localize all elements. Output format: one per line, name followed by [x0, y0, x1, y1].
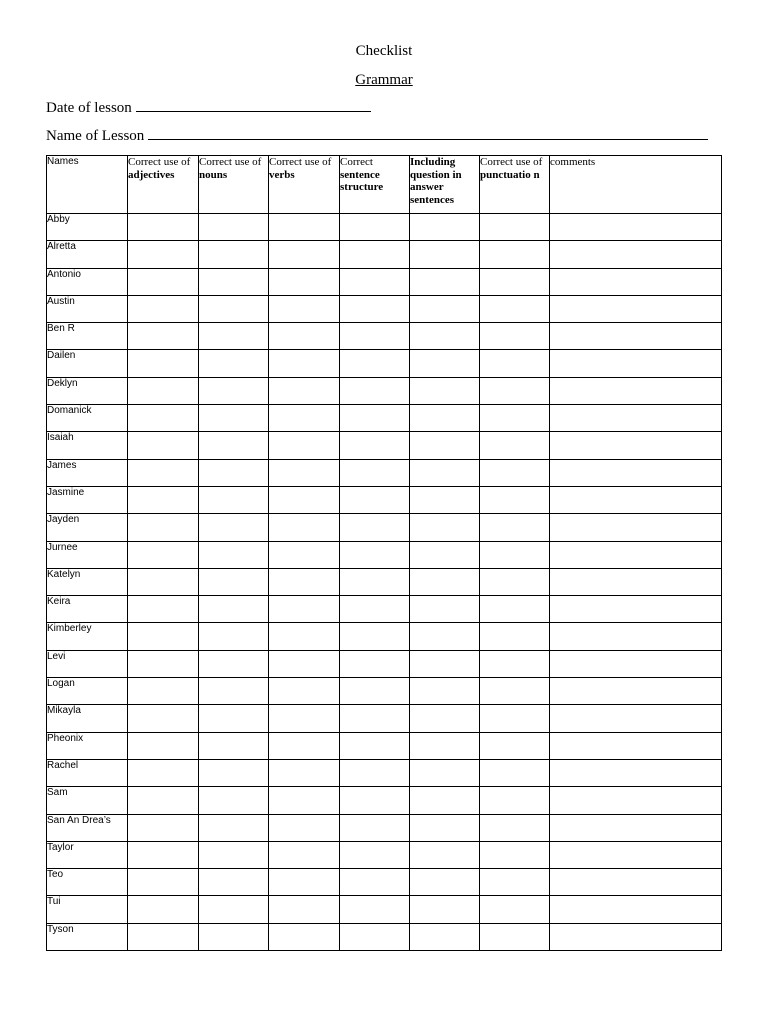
comments-cell[interactable] — [550, 377, 722, 404]
verbs-cell[interactable] — [269, 678, 340, 705]
comments-cell[interactable] — [550, 486, 722, 513]
punctuation-cell[interactable] — [480, 214, 550, 241]
verbs-cell[interactable] — [269, 323, 340, 350]
verbs-cell[interactable] — [269, 732, 340, 759]
adjectives-cell[interactable] — [128, 732, 199, 759]
comments-cell[interactable] — [550, 787, 722, 814]
comments-cell[interactable] — [550, 350, 722, 377]
including-question-cell[interactable] — [410, 295, 480, 322]
student-row — [47, 841, 722, 868]
adjectives-cell[interactable] — [128, 514, 199, 541]
student-row — [47, 323, 722, 350]
including-question-cell[interactable] — [410, 623, 480, 650]
adjectives-cell[interactable] — [128, 650, 199, 677]
including-question-cell[interactable] — [410, 787, 480, 814]
punctuation-cell[interactable] — [480, 459, 550, 486]
comments-cell[interactable] — [550, 541, 722, 568]
column-header-keyword: nouns — [199, 168, 228, 181]
nouns-cell[interactable] — [199, 323, 269, 350]
student-name: Rachel — [47, 759, 128, 786]
student-name: Mikayla — [47, 705, 128, 732]
sentence-structure-cell[interactable] — [340, 596, 410, 623]
header-row — [47, 156, 722, 214]
adjectives-cell[interactable] — [128, 759, 199, 786]
sentence-structure-cell[interactable] — [340, 432, 410, 459]
comments-cell[interactable] — [550, 214, 722, 241]
student-name: Taylor — [47, 841, 128, 868]
adjectives-cell[interactable] — [128, 787, 199, 814]
verbs-cell[interactable] — [269, 268, 340, 295]
student-row — [47, 241, 722, 268]
including-question-cell[interactable] — [410, 732, 480, 759]
comments-cell[interactable] — [550, 841, 722, 868]
nouns-cell[interactable] — [199, 459, 269, 486]
student-name: San An Drea’s — [47, 814, 128, 841]
date-of-lesson-blank[interactable] — [136, 99, 371, 112]
comments-cell[interactable] — [550, 514, 722, 541]
student-row — [47, 568, 722, 595]
nouns-cell[interactable] — [199, 759, 269, 786]
column-header-keyword: sentence structure — [340, 168, 384, 193]
punctuation-cell[interactable] — [480, 841, 550, 868]
adjectives-cell[interactable] — [128, 623, 199, 650]
name-of-lesson-label: Name of Lesson — [46, 128, 145, 144]
student-row — [47, 869, 722, 896]
student-name: Jurnee — [47, 541, 128, 568]
nouns-cell[interactable] — [199, 732, 269, 759]
date-of-lesson-field — [46, 99, 371, 117]
adjectives-cell[interactable] — [128, 350, 199, 377]
comments-cell[interactable] — [550, 459, 722, 486]
comments-cell[interactable] — [550, 896, 722, 923]
punctuation-cell[interactable] — [480, 350, 550, 377]
nouns-cell[interactable] — [199, 432, 269, 459]
student-name: Keira — [47, 596, 128, 623]
adjectives-cell[interactable] — [128, 923, 199, 950]
including-question-cell[interactable] — [410, 486, 480, 513]
nouns-cell[interactable] — [199, 541, 269, 568]
verbs-cell[interactable] — [269, 350, 340, 377]
student-row — [47, 814, 722, 841]
student-name: Pheonix — [47, 732, 128, 759]
nouns-cell[interactable] — [199, 568, 269, 595]
verbs-cell[interactable] — [269, 214, 340, 241]
sentence-structure-cell[interactable] — [340, 923, 410, 950]
punctuation-cell[interactable] — [480, 323, 550, 350]
sentence-structure-cell[interactable] — [340, 814, 410, 841]
adjectives-cell[interactable] — [128, 596, 199, 623]
including-question-cell[interactable] — [410, 596, 480, 623]
column-header-keyword: adjectives — [128, 168, 175, 181]
punctuation-cell[interactable] — [480, 405, 550, 432]
student-name: Levi — [47, 650, 128, 677]
comments-cell[interactable] — [550, 623, 722, 650]
including-question-cell[interactable] — [410, 350, 480, 377]
student-name: Isaiah — [47, 432, 128, 459]
nouns-cell[interactable] — [199, 650, 269, 677]
comments-cell[interactable] — [550, 759, 722, 786]
verbs-cell[interactable] — [269, 896, 340, 923]
sentence-structure-cell[interactable] — [340, 377, 410, 404]
sentence-structure-cell[interactable] — [340, 678, 410, 705]
including-question-cell[interactable] — [410, 377, 480, 404]
student-name: Sam — [47, 787, 128, 814]
comments-cell[interactable] — [550, 732, 722, 759]
punctuation-cell[interactable] — [480, 896, 550, 923]
verbs-cell[interactable] — [269, 596, 340, 623]
including-question-cell[interactable] — [410, 814, 480, 841]
student-row — [47, 214, 722, 241]
nouns-cell[interactable] — [199, 377, 269, 404]
sentence-structure-cell[interactable] — [340, 459, 410, 486]
sentence-structure-cell[interactable] — [340, 705, 410, 732]
column-header-comments — [550, 156, 722, 214]
column-header-including-question — [410, 156, 480, 214]
checklist-table — [46, 155, 722, 951]
student-name: Katelyn — [47, 568, 128, 595]
name-of-lesson-blank[interactable] — [148, 127, 708, 140]
column-header-punctuation — [480, 156, 550, 214]
including-question-cell[interactable] — [410, 841, 480, 868]
adjectives-cell[interactable] — [128, 841, 199, 868]
column-header-keyword: verbs — [269, 168, 295, 181]
column-header-names — [47, 156, 128, 214]
punctuation-cell[interactable] — [480, 623, 550, 650]
verbs-cell[interactable] — [269, 650, 340, 677]
including-question-cell[interactable] — [410, 214, 480, 241]
punctuation-cell[interactable] — [480, 650, 550, 677]
comments-cell[interactable] — [550, 869, 722, 896]
verbs-cell[interactable] — [269, 514, 340, 541]
adjectives-cell[interactable] — [128, 241, 199, 268]
verbs-cell[interactable] — [269, 841, 340, 868]
verbs-cell[interactable] — [269, 541, 340, 568]
verbs-cell[interactable] — [269, 432, 340, 459]
including-question-cell[interactable] — [410, 705, 480, 732]
punctuation-cell[interactable] — [480, 486, 550, 513]
comments-cell[interactable] — [550, 650, 722, 677]
adjectives-cell[interactable] — [128, 405, 199, 432]
punctuation-cell[interactable] — [480, 514, 550, 541]
student-name: Domanick — [47, 405, 128, 432]
student-row — [47, 759, 722, 786]
including-question-cell[interactable] — [410, 432, 480, 459]
nouns-cell[interactable] — [199, 295, 269, 322]
including-question-cell[interactable] — [410, 650, 480, 677]
including-question-cell[interactable] — [410, 568, 480, 595]
page-title: Checklist — [355, 43, 413, 59]
nouns-cell[interactable] — [199, 405, 269, 432]
sentence-structure-cell[interactable] — [340, 869, 410, 896]
nouns-cell[interactable] — [199, 787, 269, 814]
student-row — [47, 377, 722, 404]
nouns-cell[interactable] — [199, 814, 269, 841]
nouns-cell[interactable] — [199, 241, 269, 268]
sentence-structure-cell[interactable] — [340, 405, 410, 432]
column-header-label: comments — [550, 156, 596, 168]
student-name: Jasmine — [47, 486, 128, 513]
sentence-structure-cell[interactable] — [340, 514, 410, 541]
nouns-cell[interactable] — [199, 678, 269, 705]
student-row — [47, 486, 722, 513]
including-question-cell[interactable] — [410, 541, 480, 568]
column-header-adjectives — [128, 156, 199, 214]
verbs-cell[interactable] — [269, 869, 340, 896]
punctuation-cell[interactable] — [480, 568, 550, 595]
student-row — [47, 650, 722, 677]
comments-cell[interactable] — [550, 295, 722, 322]
adjectives-cell[interactable] — [128, 568, 199, 595]
sentence-structure-cell[interactable] — [340, 841, 410, 868]
adjectives-cell[interactable] — [128, 432, 199, 459]
sentence-structure-cell[interactable] — [340, 623, 410, 650]
sentence-structure-cell[interactable] — [340, 241, 410, 268]
student-row — [47, 514, 722, 541]
punctuation-cell[interactable] — [480, 787, 550, 814]
nouns-cell[interactable] — [199, 923, 269, 950]
nouns-cell[interactable] — [199, 705, 269, 732]
column-header-sentence-structure — [340, 156, 410, 214]
adjectives-cell[interactable] — [128, 705, 199, 732]
verbs-cell[interactable] — [269, 623, 340, 650]
sentence-structure-cell[interactable] — [340, 732, 410, 759]
adjectives-cell[interactable] — [128, 541, 199, 568]
comments-cell[interactable] — [550, 678, 722, 705]
student-row — [47, 732, 722, 759]
column-header-prefix: Correct use of — [128, 156, 191, 168]
column-header-prefix: Correct use of — [480, 156, 543, 168]
sentence-structure-cell[interactable] — [340, 214, 410, 241]
verbs-cell[interactable] — [269, 705, 340, 732]
student-row — [47, 295, 722, 322]
student-name: Teo — [47, 869, 128, 896]
comments-cell[interactable] — [550, 432, 722, 459]
student-row — [47, 350, 722, 377]
student-row — [47, 923, 722, 950]
verbs-cell[interactable] — [269, 459, 340, 486]
student-row — [47, 459, 722, 486]
including-question-cell[interactable] — [410, 405, 480, 432]
student-row — [47, 541, 722, 568]
student-row — [47, 405, 722, 432]
column-header-verbs — [269, 156, 340, 214]
student-name: Dailen — [47, 350, 128, 377]
sentence-structure-cell[interactable] — [340, 650, 410, 677]
nouns-cell[interactable] — [199, 896, 269, 923]
verbs-cell[interactable] — [269, 377, 340, 404]
punctuation-cell[interactable] — [480, 923, 550, 950]
verbs-cell[interactable] — [269, 405, 340, 432]
student-name: Tyson — [47, 923, 128, 950]
student-row — [47, 896, 722, 923]
column-header-keyword: Including question in answer sentences — [410, 156, 462, 206]
verbs-cell[interactable] — [269, 568, 340, 595]
student-row — [47, 787, 722, 814]
student-name: Deklyn — [47, 377, 128, 404]
student-row — [47, 596, 722, 623]
nouns-cell[interactable] — [199, 268, 269, 295]
sentence-structure-cell[interactable] — [340, 568, 410, 595]
student-name: James — [47, 459, 128, 486]
sentence-structure-cell[interactable] — [340, 268, 410, 295]
column-header-label: Names — [47, 156, 79, 167]
column-header-keyword: punctuatio n — [480, 168, 540, 181]
column-header-nouns — [199, 156, 269, 214]
comments-cell[interactable] — [550, 923, 722, 950]
adjectives-cell[interactable] — [128, 486, 199, 513]
nouns-cell[interactable] — [199, 214, 269, 241]
punctuation-cell[interactable] — [480, 241, 550, 268]
punctuation-cell[interactable] — [480, 268, 550, 295]
date-of-lesson-label: Date of lesson — [46, 100, 132, 116]
punctuation-cell[interactable] — [480, 377, 550, 404]
adjectives-cell[interactable] — [128, 896, 199, 923]
punctuation-cell[interactable] — [480, 759, 550, 786]
including-question-cell[interactable] — [410, 514, 480, 541]
punctuation-cell[interactable] — [480, 869, 550, 896]
including-question-cell[interactable] — [410, 896, 480, 923]
comments-cell[interactable] — [550, 405, 722, 432]
comments-cell[interactable] — [550, 323, 722, 350]
student-name: Ben R — [47, 323, 128, 350]
comments-cell[interactable] — [550, 705, 722, 732]
comments-cell[interactable] — [550, 814, 722, 841]
name-of-lesson-field — [46, 127, 708, 145]
student-row — [47, 432, 722, 459]
page-subtitle: Grammar — [355, 72, 413, 88]
sentence-structure-cell[interactable] — [340, 486, 410, 513]
nouns-cell[interactable] — [199, 486, 269, 513]
comments-cell[interactable] — [550, 596, 722, 623]
nouns-cell[interactable] — [199, 623, 269, 650]
punctuation-cell[interactable] — [480, 678, 550, 705]
student-name: Antonio — [47, 268, 128, 295]
comments-cell[interactable] — [550, 241, 722, 268]
adjectives-cell[interactable] — [128, 678, 199, 705]
adjectives-cell[interactable] — [128, 869, 199, 896]
punctuation-cell[interactable] — [480, 732, 550, 759]
including-question-cell[interactable] — [410, 678, 480, 705]
student-row — [47, 268, 722, 295]
including-question-cell[interactable] — [410, 459, 480, 486]
student-name: Alretta — [47, 241, 128, 268]
adjectives-cell[interactable] — [128, 268, 199, 295]
sentence-structure-cell[interactable] — [340, 323, 410, 350]
punctuation-cell[interactable] — [480, 295, 550, 322]
comments-cell[interactable] — [550, 268, 722, 295]
nouns-cell[interactable] — [199, 514, 269, 541]
including-question-cell[interactable] — [410, 241, 480, 268]
student-row — [47, 705, 722, 732]
including-question-cell[interactable] — [410, 759, 480, 786]
adjectives-cell[interactable] — [128, 214, 199, 241]
column-header-prefix: Correct use of — [269, 156, 332, 168]
adjectives-cell[interactable] — [128, 377, 199, 404]
comments-cell[interactable] — [550, 568, 722, 595]
punctuation-cell[interactable] — [480, 705, 550, 732]
nouns-cell[interactable] — [199, 596, 269, 623]
student-row — [47, 678, 722, 705]
sentence-structure-cell[interactable] — [340, 787, 410, 814]
verbs-cell[interactable] — [269, 923, 340, 950]
student-name: Austin — [47, 295, 128, 322]
sentence-structure-cell[interactable] — [340, 896, 410, 923]
student-name: Abby — [47, 214, 128, 241]
adjectives-cell[interactable] — [128, 295, 199, 322]
student-name: Jayden — [47, 514, 128, 541]
including-question-cell[interactable] — [410, 923, 480, 950]
column-header-prefix: Correct — [340, 156, 373, 168]
verbs-cell[interactable] — [269, 787, 340, 814]
punctuation-cell[interactable] — [480, 432, 550, 459]
column-header-prefix: Correct use of — [199, 156, 262, 168]
verbs-cell[interactable] — [269, 295, 340, 322]
nouns-cell[interactable] — [199, 869, 269, 896]
verbs-cell[interactable] — [269, 486, 340, 513]
student-name: Kimberley — [47, 623, 128, 650]
adjectives-cell[interactable] — [128, 814, 199, 841]
verbs-cell[interactable] — [269, 759, 340, 786]
adjectives-cell[interactable] — [128, 459, 199, 486]
including-question-cell[interactable] — [410, 268, 480, 295]
student-row — [47, 623, 722, 650]
adjectives-cell[interactable] — [128, 323, 199, 350]
nouns-cell[interactable] — [199, 350, 269, 377]
sentence-structure-cell[interactable] — [340, 350, 410, 377]
sentence-structure-cell[interactable] — [340, 295, 410, 322]
verbs-cell[interactable] — [269, 241, 340, 268]
verbs-cell[interactable] — [269, 814, 340, 841]
punctuation-cell[interactable] — [480, 596, 550, 623]
punctuation-cell[interactable] — [480, 814, 550, 841]
student-name: Logan — [47, 678, 128, 705]
including-question-cell[interactable] — [410, 869, 480, 896]
student-name: Tui — [47, 896, 128, 923]
sentence-structure-cell[interactable] — [340, 541, 410, 568]
punctuation-cell[interactable] — [480, 541, 550, 568]
nouns-cell[interactable] — [199, 841, 269, 868]
including-question-cell[interactable] — [410, 323, 480, 350]
sentence-structure-cell[interactable] — [340, 759, 410, 786]
